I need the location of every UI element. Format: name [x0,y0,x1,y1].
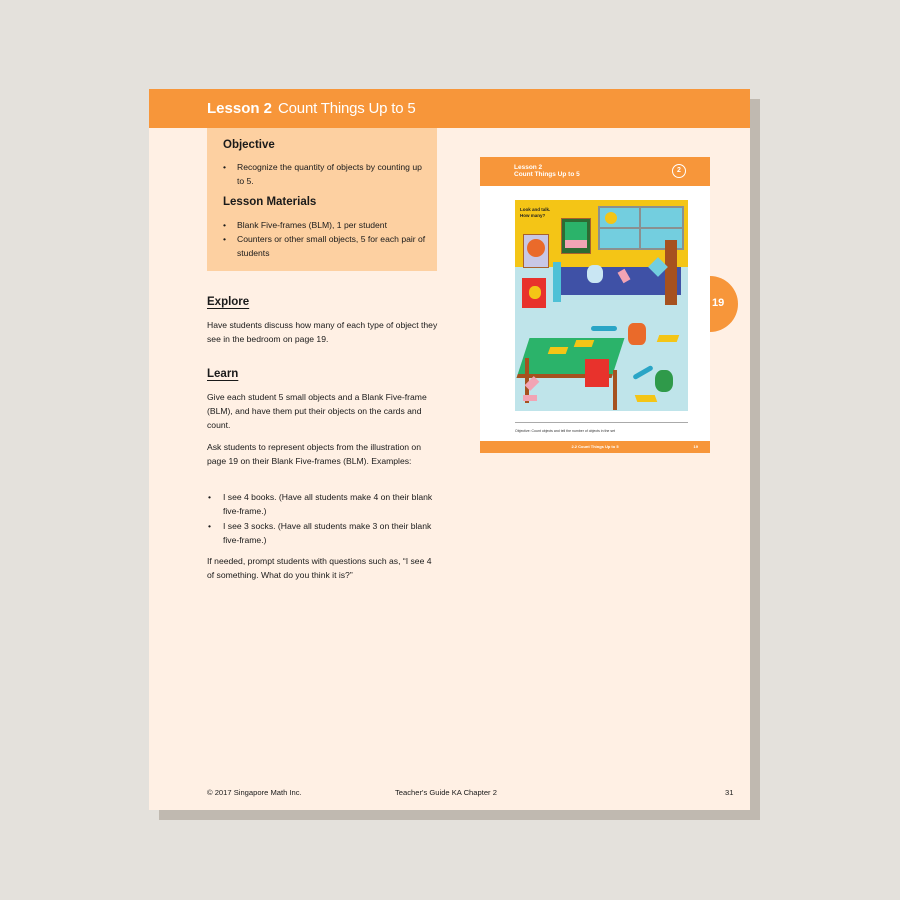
bed-frame [553,262,561,302]
footer-book-title: Teacher's Guide KA Chapter 2 [395,788,497,797]
student-page-tab [710,276,738,332]
prompt-line-1: Look and talk. [520,207,551,212]
materials-text: Blank Five-frames (BLM), 1 per student [237,220,387,230]
airplane-icon [632,365,654,380]
book-icon [657,335,680,342]
window-transom [600,227,682,229]
materials-text: Counters or other small objects, 5 for each pair of students [237,234,426,258]
learn-heading: Learn [207,368,239,380]
learn-paragraph-1: Give each student 5 small objects and a Blank Five-frame (BLM), and have them put their objects on the cards and count. [207,392,427,430]
airplane-icon [591,326,617,331]
thumbnail-divider [515,422,688,423]
materials-item [223,232,432,260]
lesson-number: Lesson 2 [207,100,273,117]
bullet-icon: • [208,492,212,502]
thumbnail-footer-title: 2.2 Count Things Up to 5 [571,444,619,449]
thumbnail-page-number: 19 [693,444,698,449]
learn-paragraph-3: If needed, prompt students with questions such as, “I see 4 of something. What do you think it is?” [207,556,432,580]
book-icon [548,347,569,354]
duck-icon [529,286,541,299]
thumbnail-lesson-number: Lesson 2 [514,164,543,171]
materials-heading: Lesson Materials [223,196,317,208]
student-page-number: 19 [712,297,725,309]
picture-pink [565,240,587,248]
explore-text: Have students discuss how many of each type of object they see in the bedroom on page 19. [207,320,438,344]
example-item [208,490,439,518]
thumbnail-header [480,157,710,186]
objective-text: Recognize the quantity of objects by counting up to 5. [237,162,422,186]
green-bear-icon [655,370,673,392]
document-page [149,89,750,810]
thumbnail-title [514,164,580,178]
materials-item [223,218,432,232]
footer-copyright: © 2017 Singapore Math Inc. [207,788,302,797]
objective-item [223,160,427,188]
bullet-icon: • [208,521,212,531]
explore-heading: Explore [207,296,250,308]
bullet-icon: • [223,234,227,244]
objective-heading: Objective [223,139,275,151]
example-text: I see 3 socks. (Have all students make 3 on their blank five-frame.) [223,521,432,545]
illustration-prompt [520,207,550,219]
picture-green [565,222,587,240]
sun-icon [605,212,617,224]
table-leg [613,370,617,410]
orange-circle-icon [527,239,545,257]
bullet-icon: • [223,162,227,172]
headboard [665,240,677,305]
picture-frame [561,218,591,254]
thumbnail-objective: Objective: Count objects and tell the number of objects in the set [515,429,616,433]
example-text: I see 4 books. (Have all students make 4 on their blank five-frame.) [223,492,433,516]
lesson-name: Count Things Up to 5 [278,100,416,117]
book-icon [635,395,658,402]
thumbnail-lesson-name: Count Things Up to 5 [514,171,580,178]
lesson-badge-icon: 2 [672,164,686,178]
student-page-thumbnail [480,157,710,453]
bedroom-illustration [515,200,688,411]
learn-paragraph-2: Ask students to represent objects from the illustration on page 19 on their Blank Five-frames (BLM). Examples: [207,442,421,466]
thumbnail-footer [480,441,710,453]
lesson-header-bar [149,89,750,128]
book-icon [574,340,595,347]
example-item [208,519,439,547]
teddy-bear-icon [587,265,603,283]
tiger-toy-icon [628,323,646,345]
bullet-icon: • [223,220,227,230]
lesson-title [207,100,416,117]
chair [585,359,609,387]
footer-page-number: 31 [725,788,734,797]
sock-icon [523,395,537,401]
prompt-line-2: How many? [520,213,546,218]
poster-frame [523,234,549,268]
objective-box [207,128,437,271]
